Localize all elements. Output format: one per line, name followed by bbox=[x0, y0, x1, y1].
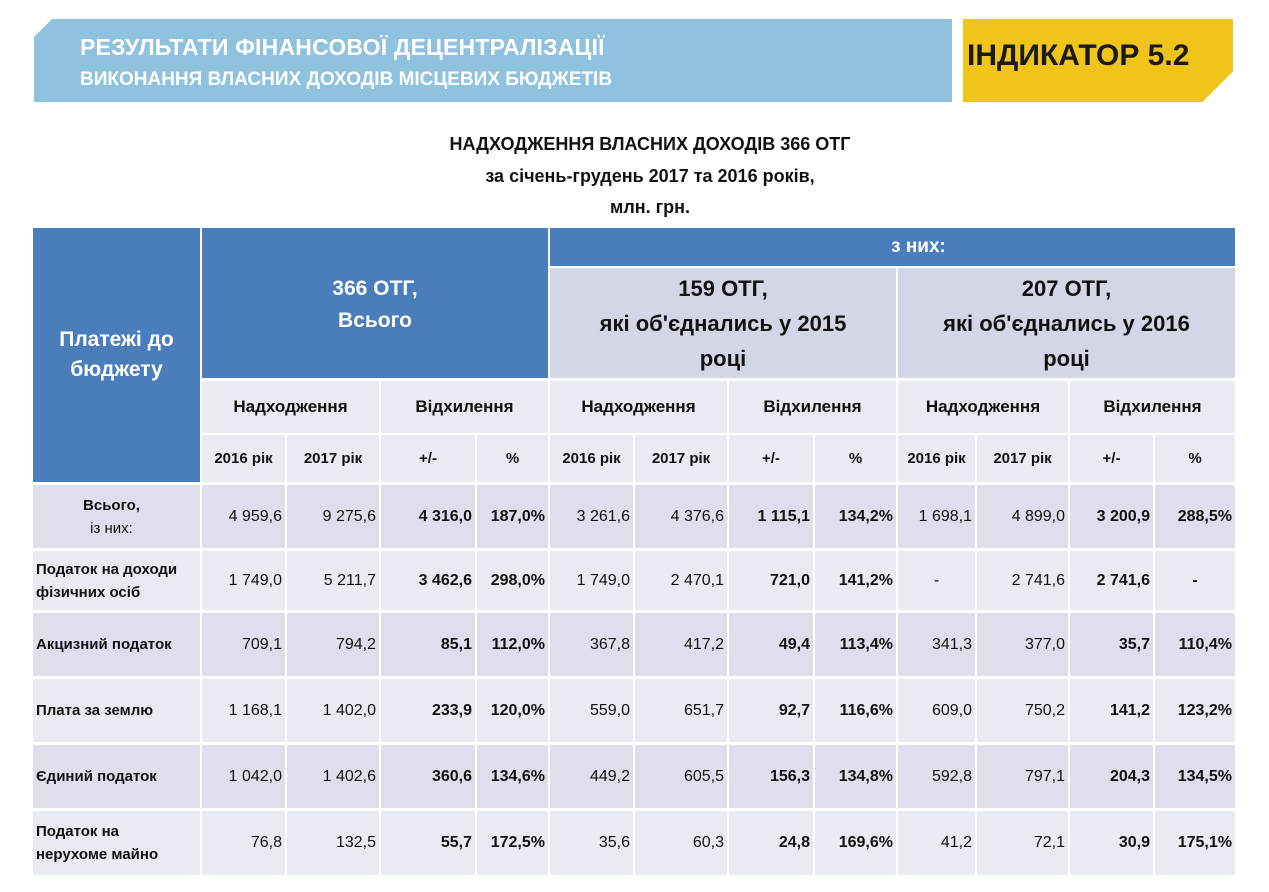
table-cell: 60,3 bbox=[635, 811, 727, 875]
table-cell: 76,8 bbox=[202, 811, 285, 875]
table-cell: 4 376,6 bbox=[635, 485, 727, 548]
table-cell: 288,5% bbox=[1155, 485, 1235, 548]
table-cell: 605,5 bbox=[635, 745, 727, 808]
table-cell: 341,3 bbox=[898, 613, 975, 676]
page-units: млн. грн. bbox=[610, 197, 690, 217]
table-cell: 134,2% bbox=[815, 485, 896, 548]
table-cell: - bbox=[1155, 551, 1235, 610]
table-cell: 156,3 bbox=[729, 745, 813, 808]
table-cell: 709,1 bbox=[202, 613, 285, 676]
group-2016-line3: році bbox=[1043, 345, 1090, 371]
table-cell: 559,0 bbox=[550, 679, 633, 742]
group-2015-line1: 159 ОТГ, bbox=[678, 275, 768, 301]
table-cell: 55,7 bbox=[381, 811, 475, 875]
row-label-line1: Єдиний податок bbox=[36, 768, 157, 785]
col-diff-header: +/- bbox=[729, 435, 813, 482]
table-cell: 794,2 bbox=[287, 613, 379, 676]
row-label-line2: нерухоме майно bbox=[36, 846, 159, 863]
indicator-label: ІНДИКАТОР 5.2 bbox=[967, 39, 1190, 72]
table-cell: 134,6% bbox=[477, 745, 548, 808]
table-cell: 113,4% bbox=[815, 613, 896, 676]
table-cell: 1 698,1 bbox=[898, 485, 975, 548]
sub-receipts-2016: Надходження bbox=[898, 381, 1068, 433]
indicator-corner-fold bbox=[1203, 72, 1233, 102]
table-cell: 5 211,7 bbox=[287, 551, 379, 610]
table-cell: 1 402,0 bbox=[287, 679, 379, 742]
group-header-all bbox=[202, 228, 548, 378]
col-pct-header: % bbox=[815, 435, 896, 482]
table-cell: 49,4 bbox=[729, 613, 813, 676]
table-cell: 35,7 bbox=[1070, 613, 1153, 676]
sub-deviation-all: Відхилення bbox=[381, 381, 548, 433]
table-cell: 3 462,6 bbox=[381, 551, 475, 610]
table-cell: 233,9 bbox=[381, 679, 475, 742]
table-cell: 172,5% bbox=[477, 811, 548, 875]
group-all-line1: 366 ОТГ, bbox=[332, 277, 418, 300]
table-cell: 1 749,0 bbox=[550, 551, 633, 610]
table-cell: 2 741,6 bbox=[977, 551, 1068, 610]
sub-deviation-2016: Відхилення bbox=[1070, 381, 1235, 433]
table-cell: 120,0% bbox=[477, 679, 548, 742]
table-cell: 360,6 bbox=[381, 745, 475, 808]
table-cell: 4 959,6 bbox=[202, 485, 285, 548]
table-cell: 797,1 bbox=[977, 745, 1068, 808]
sub-receipts-2015: Надходження bbox=[550, 381, 727, 433]
table-cell: 92,7 bbox=[729, 679, 813, 742]
table-cell: 85,1 bbox=[381, 613, 475, 676]
table-cell: 141,2% bbox=[815, 551, 896, 610]
col-diff-header: +/- bbox=[1070, 435, 1153, 482]
table-cell: 116,6% bbox=[815, 679, 896, 742]
col-pct-header: % bbox=[477, 435, 548, 482]
table-cell: 2 741,6 bbox=[1070, 551, 1153, 610]
row-header-text: Платежі до бюджету bbox=[59, 328, 174, 381]
table-cell: 651,7 bbox=[635, 679, 727, 742]
group-2015-line2: які об'єднались у 2015 bbox=[599, 310, 847, 336]
table-cell: 449,2 bbox=[550, 745, 633, 808]
row-label bbox=[33, 613, 200, 676]
row-label-line1: Податок на bbox=[36, 823, 119, 840]
table-cell: 169,6% bbox=[815, 811, 896, 875]
table-cell: 1 749,0 bbox=[202, 551, 285, 610]
row-label bbox=[33, 551, 200, 610]
table-cell: 112,0% bbox=[477, 613, 548, 676]
table-cell: 721,0 bbox=[729, 551, 813, 610]
row-label bbox=[33, 745, 200, 808]
table-cell: 1 115,1 bbox=[729, 485, 813, 548]
group-header-2016 bbox=[898, 268, 1235, 378]
row-label bbox=[33, 811, 200, 875]
table-cell: 592,8 bbox=[898, 745, 975, 808]
row-label-line2: фізичних осіб bbox=[36, 583, 141, 601]
table-cell: 3 261,6 bbox=[550, 485, 633, 548]
group-all-line2: Всього bbox=[338, 309, 412, 332]
header-banner bbox=[34, 19, 952, 102]
group-2015-line3: році bbox=[699, 345, 747, 371]
table-cell: 41,2 bbox=[898, 811, 975, 875]
table-cell: 132,5 bbox=[287, 811, 379, 875]
row-label-line1: Всього, bbox=[83, 496, 140, 514]
row-header-cell bbox=[33, 228, 200, 482]
col-diff-header: +/- bbox=[381, 435, 475, 482]
group-header-2015 bbox=[550, 268, 896, 378]
table-cell: 141,2 bbox=[1070, 679, 1153, 742]
col-2016-header: 2016 рік bbox=[898, 435, 975, 482]
table-cell: 175,1% bbox=[1155, 811, 1235, 875]
table-cell: 187,0% bbox=[477, 485, 548, 548]
col-pct-header: % bbox=[1155, 435, 1235, 482]
sub-deviation-2015: Відхилення bbox=[729, 381, 896, 433]
row-label-line2: із них: bbox=[90, 519, 133, 537]
row-label-line1: Податок на доходи bbox=[36, 560, 178, 578]
banner-corner-fold bbox=[34, 19, 52, 37]
row-label bbox=[33, 679, 200, 742]
group-2016-line2: які об'єднались у 2016 bbox=[943, 310, 1190, 336]
row-label-line1: Акцизний податок bbox=[36, 636, 172, 653]
page-subtitle: за січень-грудень 2017 та 2016 років, bbox=[485, 166, 815, 186]
page-title: НАДХОДЖЕННЯ ВЛАСНИХ ДОХОДІВ 366 ОТГ bbox=[449, 134, 851, 154]
banner-title: РЕЗУЛЬТАТИ ФІНАНСОВОЇ ДЕЦЕНТРАЛІЗАЦІЇ bbox=[80, 34, 605, 60]
table-cell: 134,8% bbox=[815, 745, 896, 808]
table-cell: 1 402,6 bbox=[287, 745, 379, 808]
of-them-header bbox=[550, 228, 1235, 266]
col-2017-header: 2017 рік bbox=[287, 435, 379, 482]
table-cell: 123,2% bbox=[1155, 679, 1235, 742]
table-cell: 417,2 bbox=[635, 613, 727, 676]
sub-receipts-all: Надходження bbox=[202, 381, 379, 433]
table-cell: 2 470,1 bbox=[635, 551, 727, 610]
table-cell: 1 042,0 bbox=[202, 745, 285, 808]
table-cell: 110,4% bbox=[1155, 613, 1235, 676]
table-cell: - bbox=[898, 551, 975, 610]
table-cell: 204,3 bbox=[1070, 745, 1153, 808]
table-cell: 3 200,9 bbox=[1070, 485, 1153, 548]
table-cell: 1 168,1 bbox=[202, 679, 285, 742]
row-label bbox=[33, 485, 200, 548]
col-2016-header: 2016 рік bbox=[550, 435, 633, 482]
group-2016-line1: 207 ОТГ, bbox=[1021, 275, 1112, 301]
indicator-badge bbox=[963, 19, 1233, 102]
table-cell: 134,5% bbox=[1155, 745, 1235, 808]
col-2017-header: 2017 рік bbox=[635, 435, 727, 482]
row-label-line1: Плата за землю bbox=[36, 702, 154, 719]
table-cell: 298,0% bbox=[477, 551, 548, 610]
table-cell: 4 899,0 bbox=[977, 485, 1068, 548]
of-them-label: з них: bbox=[891, 236, 946, 257]
table-cell: 367,8 bbox=[550, 613, 633, 676]
banner-subtitle: ВИКОНАННЯ ВЛАСНИХ ДОХОДІВ МІСЦЕВИХ БЮДЖЕТІВ bbox=[80, 69, 613, 90]
table-cell: 24,8 bbox=[729, 811, 813, 875]
table-cell: 4 316,0 bbox=[381, 485, 475, 548]
table-cell: 750,2 bbox=[977, 679, 1068, 742]
table-cell: 9 275,6 bbox=[287, 485, 379, 548]
table-cell: 377,0 bbox=[977, 613, 1068, 676]
table-cell: 609,0 bbox=[898, 679, 975, 742]
table-cell: 30,9 bbox=[1070, 811, 1153, 875]
table-cell: 72,1 bbox=[977, 811, 1068, 875]
col-2016-header: 2016 рік bbox=[202, 435, 285, 482]
table-cell: 35,6 bbox=[550, 811, 633, 875]
col-2017-header: 2017 рік bbox=[977, 435, 1068, 482]
